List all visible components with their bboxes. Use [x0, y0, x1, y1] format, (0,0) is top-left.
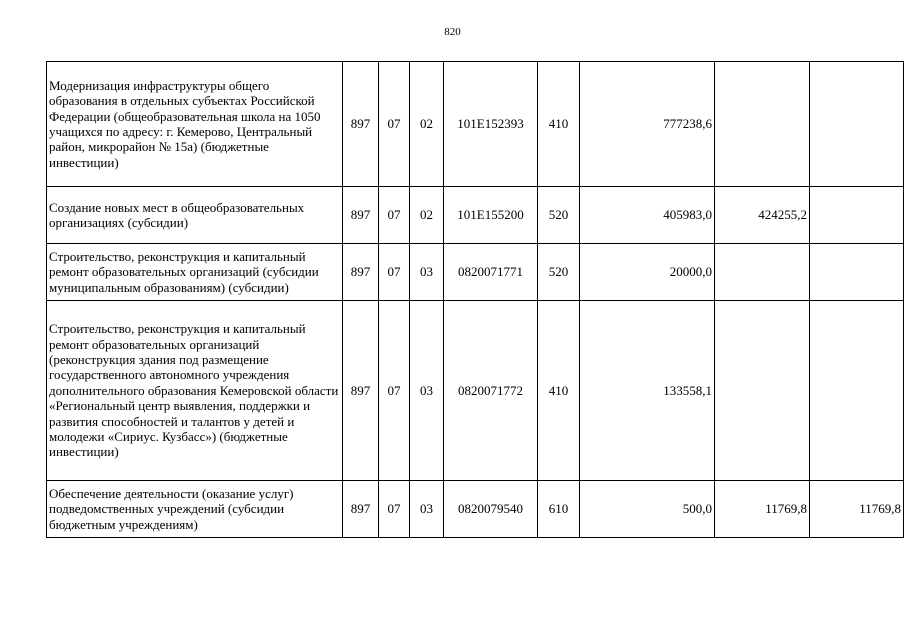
subsection-code: 03 — [410, 481, 444, 538]
budget-table — [46, 61, 904, 538]
target-article-code: 0820071772 — [444, 301, 538, 481]
amount-year-3 — [810, 187, 904, 244]
expense-type-code: 520 — [538, 244, 580, 301]
amount-year-3 — [810, 62, 904, 187]
target-article-code: 101E155200 — [444, 187, 538, 244]
amount-year-2: 11769,8 — [715, 481, 810, 538]
page-number: 820 — [444, 26, 461, 38]
amount-year-2 — [715, 62, 810, 187]
table-row — [47, 187, 904, 244]
section-code: 07 — [379, 481, 410, 538]
ministry-code: 897 — [343, 187, 379, 244]
expense-type-code: 410 — [538, 62, 580, 187]
row-description: Строительство, реконструкция и капитальный ремонт образовательных организаций (реконструкция здания под размещение государственного автономного учреждения дополнительного образования Кемеровской области «Региональный центр выявления, поддержки и развития способностей и талантов у детей и молодежи «Сириус. Кузбасс») (бюджетные инвестиции) — [47, 301, 343, 481]
table-row — [47, 62, 904, 187]
expense-type-code: 410 — [538, 301, 580, 481]
expense-type-code: 610 — [538, 481, 580, 538]
subsection-code: 02 — [410, 187, 444, 244]
ministry-code: 897 — [343, 301, 379, 481]
amount-year-2 — [715, 301, 810, 481]
subsection-code: 03 — [410, 244, 444, 301]
ministry-code: 897 — [343, 244, 379, 301]
amount-year-1: 777238,6 — [580, 62, 715, 187]
ministry-code: 897 — [343, 62, 379, 187]
subsection-code: 02 — [410, 62, 444, 187]
amount-year-1: 500,0 — [580, 481, 715, 538]
amount-year-2: 424255,2 — [715, 187, 810, 244]
target-article-code: 0820071771 — [444, 244, 538, 301]
table-row — [47, 301, 904, 481]
amount-year-2 — [715, 244, 810, 301]
row-description: Создание новых мест в общеобразовательных организациях (субсидии) — [47, 187, 343, 244]
amount-year-1: 133558,1 — [580, 301, 715, 481]
amount-year-3 — [810, 301, 904, 481]
section-code: 07 — [379, 244, 410, 301]
ministry-code: 897 — [343, 481, 379, 538]
amount-year-1: 405983,0 — [580, 187, 715, 244]
row-description: Модернизация инфраструктуры общего образования в отдельных субъектах Российской Федерации (общеобразовательная школа на 1050 учащихся по адресу: г. Кемерово, Центральный район, микрорайон № 15а) (бюджетные инвестиции) — [47, 62, 343, 187]
row-description: Строительство, реконструкция и капитальный ремонт образовательных организаций (субсидии муниципальным образованиям) (субсидии) — [47, 244, 343, 301]
amount-year-3 — [810, 244, 904, 301]
amount-year-1: 20000,0 — [580, 244, 715, 301]
expense-type-code: 520 — [538, 187, 580, 244]
amount-year-3: 11769,8 — [810, 481, 904, 538]
section-code: 07 — [379, 187, 410, 244]
target-article-code: 101E152393 — [444, 62, 538, 187]
subsection-code: 03 — [410, 301, 444, 481]
row-description: Обеспечение деятельности (оказание услуг) подведомственных учреждений (субсидии бюджетным учреждениям) — [47, 481, 343, 538]
section-code: 07 — [379, 301, 410, 481]
section-code: 07 — [379, 62, 410, 187]
target-article-code: 0820079540 — [444, 481, 538, 538]
table-row — [47, 244, 904, 301]
table-row — [47, 481, 904, 538]
